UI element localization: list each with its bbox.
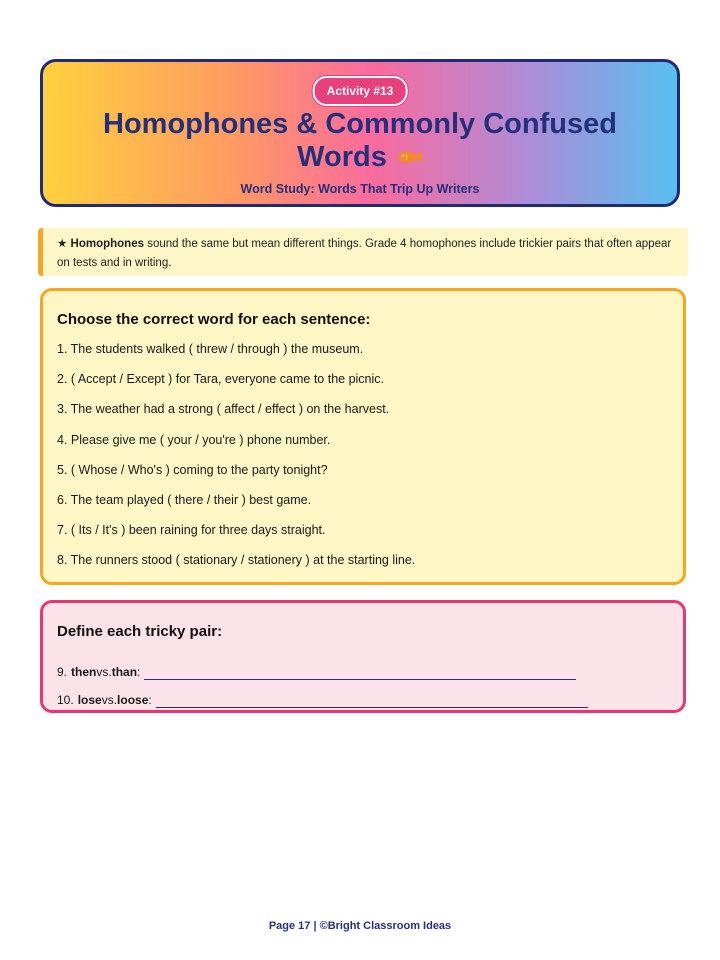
question-item: 6. The team played ( there / their ) best game. [57, 492, 312, 507]
choose-word-section [40, 288, 686, 585]
activity-badge: Activity #13 [313, 76, 408, 106]
question-item: 2. ( Accept / Except ) for Tara, everyone came to the picnic. [57, 372, 385, 387]
page-title [63, 108, 657, 174]
question-list [57, 341, 669, 583]
define-item-then-than [57, 652, 669, 680]
question-item: 5. ( Whose / Who's ) coming to the party tonight? [57, 462, 328, 477]
define-pairs-section [40, 600, 686, 713]
tip-text: sound the same but mean different things. Grade 4 homophones include trickier pairs that often appear on tests and in writing. [57, 238, 672, 269]
question-item: 4. Please give me ( your / you're ) phone number. [57, 432, 331, 447]
homophones-tip [38, 228, 688, 276]
question-item: 8. The runners stood ( stationary / stationery ) at the starting line. [57, 553, 416, 568]
item-number: 9. [57, 665, 68, 679]
page-footer: Page 17 | ©Bright Classroom Ideas [268, 920, 452, 932]
answer-line[interactable] [156, 696, 588, 708]
fish-icon [397, 139, 423, 172]
answer-line[interactable] [144, 668, 576, 680]
define-item-lose-loose [57, 680, 669, 708]
star-icon: ★ [57, 238, 68, 250]
pair-vs: vs. [96, 665, 112, 679]
question-item: 1. The students walked ( threw / through ) the museum. [57, 342, 364, 356]
pair-vs: vs. [101, 693, 118, 707]
pair-colon: : [148, 693, 152, 707]
pair-word-2: than [111, 665, 138, 679]
pair-word-1: then [71, 665, 97, 679]
page-subtitle: Word Study: Words That Trip Up Writers [240, 182, 480, 196]
choose-word-heading: Choose the correct word for each sentence: [57, 311, 371, 328]
define-list [57, 652, 669, 708]
question-item: 7. ( Its / It's ) been raining for three days straight. [57, 523, 326, 538]
item-number: 10. [57, 693, 74, 707]
activity-header-banner [40, 59, 680, 207]
pair-word-1: lose [77, 693, 102, 707]
title-line-1: Homophones & Commonly Confused [103, 108, 617, 140]
pair-colon: : [137, 665, 141, 679]
pair-word-2: loose [117, 693, 149, 707]
tip-term: Homophones [70, 238, 144, 250]
define-pairs-heading: Define each tricky pair: [57, 623, 223, 640]
title-line-2: Words [297, 141, 387, 173]
question-item: 3. The weather had a strong ( affect / effect ) on the harvest. [57, 402, 390, 417]
